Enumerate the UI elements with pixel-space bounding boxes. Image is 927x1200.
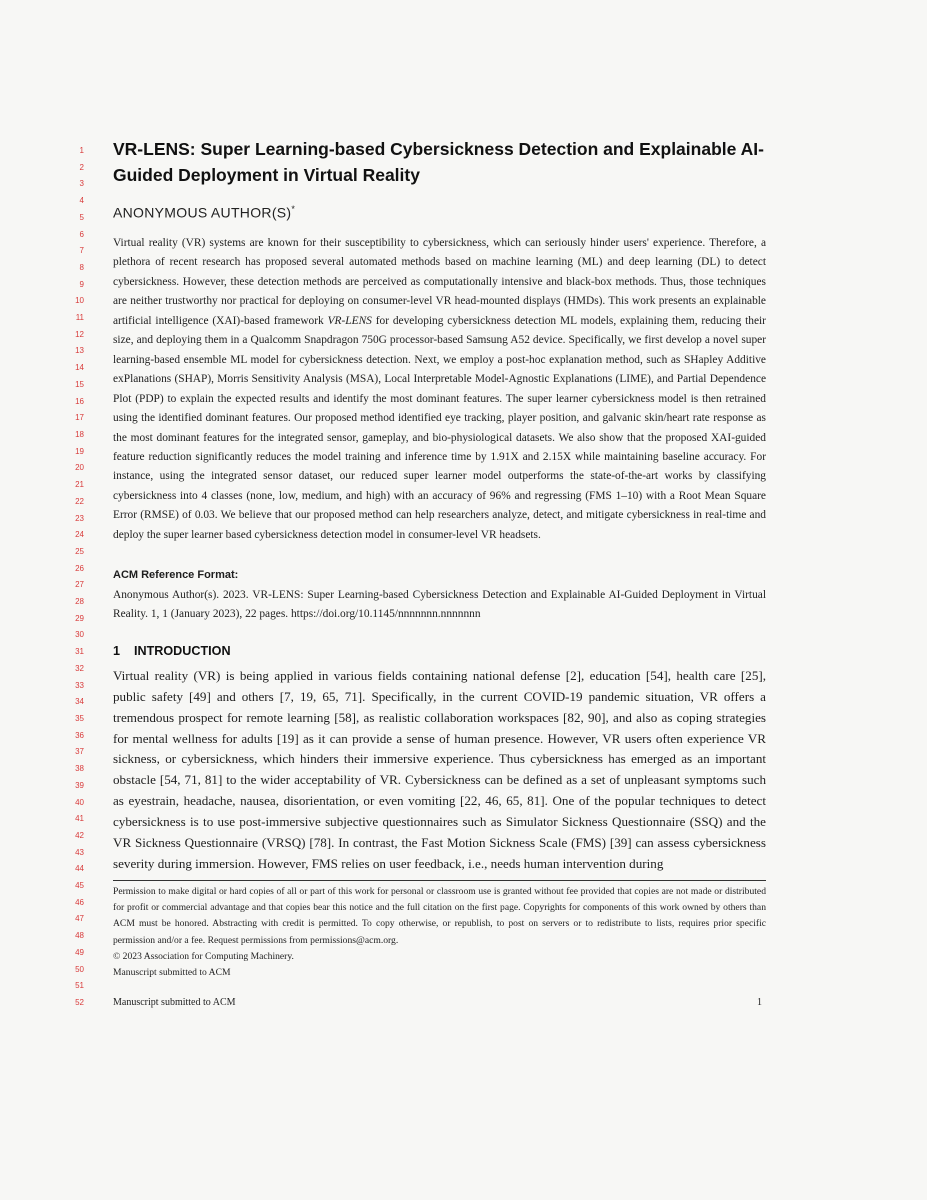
line-number: 50 (75, 964, 84, 974)
framework-name: VR-LENS (327, 314, 372, 327)
line-number: 10 (75, 296, 84, 306)
line-number: 41 (75, 814, 84, 824)
line-number: 16 (75, 396, 84, 406)
line-number: 9 (79, 279, 84, 289)
abstract (113, 234, 766, 545)
line-number: 26 (75, 563, 84, 573)
line-number: 28 (75, 597, 84, 607)
line-number: 1 (79, 146, 84, 155)
line-number: 40 (75, 797, 84, 807)
line-number: 45 (75, 881, 84, 891)
line-number: 46 (75, 897, 84, 907)
section-title: INTRODUCTION (134, 644, 231, 658)
line-number: 31 (75, 647, 84, 657)
line-number: 30 (75, 630, 84, 640)
line-number: 24 (75, 530, 84, 540)
line-number: 13 (75, 346, 84, 356)
line-number: 11 (75, 313, 84, 323)
page-number: 1 (757, 997, 762, 1008)
line-number: 37 (75, 747, 84, 757)
line-number: 52 (75, 998, 84, 1007)
author-line (113, 204, 295, 221)
line-number: 12 (75, 329, 84, 339)
line-number: 27 (75, 580, 84, 590)
line-number: 21 (75, 480, 84, 490)
section-heading (113, 644, 231, 658)
line-number: 19 (75, 446, 84, 456)
line-number: 17 (75, 413, 84, 423)
line-number: 43 (75, 847, 84, 857)
line-number: 20 (75, 463, 84, 473)
line-number: 44 (75, 864, 84, 874)
line-number: 25 (75, 546, 84, 556)
line-number: 5 (79, 212, 84, 222)
manuscript-note: Manuscript submitted to ACM (113, 967, 231, 979)
copyright-line: © 2023 Association for Computing Machinery. (113, 950, 294, 962)
author-footnote-mark: * (291, 204, 296, 214)
abstract-text-1: Virtual reality (VR) systems are known for their susceptibility to cybersickness, which can seriously hinder users' experience. Therefore, a plethora of recent research has proposed several automated methods based on machine learning (ML) and deep learning (DL) to detect cybersickness. However, these detection methods are perceived as computationally intensive and black-box methods. Thus, those techniques are neither trustworthy nor practical for deploying on consumer-level VR head-mounted displays (HMDs). This work presents an explainable artificial intelligence (XAI)-based framework (113, 237, 766, 327)
line-number: 51 (75, 981, 84, 991)
footnote-divider (113, 880, 766, 881)
line-number: 49 (75, 947, 84, 957)
line-number: 35 (75, 714, 84, 723)
line-number: 47 (75, 914, 84, 924)
acm-reference-text: Anonymous Author(s). 2023. VR-LENS: Super Learning-based Cybersickness Detection and Explainable AI-Guided Deployment in Virtual Reality. 1, 1 (January 2023), 22 pages. https://doi.org/10.1145/nnnnnnn.nnnnnnn (113, 589, 766, 621)
line-number: 3 (79, 179, 84, 189)
line-number: 48 (75, 931, 84, 941)
line-number: 36 (75, 730, 84, 740)
line-number: 42 (75, 830, 84, 840)
page-footer-text: Manuscript submitted to ACM (113, 997, 236, 1008)
line-number: 34 (75, 697, 84, 707)
line-number: 18 (75, 430, 84, 439)
line-number: 33 (75, 680, 84, 690)
line-number: 29 (75, 613, 84, 623)
line-number: 15 (75, 379, 84, 389)
line-number: 8 (79, 262, 84, 272)
author-name: ANONYMOUS AUTHOR(S) (113, 204, 292, 221)
line-number: 2 (79, 162, 84, 172)
line-number: 14 (75, 363, 84, 373)
line-number: 23 (75, 513, 84, 523)
section-number: 1 (113, 644, 121, 658)
line-number: 32 (75, 663, 84, 673)
paper-title: VR-LENS: Super Learning-based Cybersickness Detection and Explainable AI-Guided Deployment in Virtual Reality (113, 139, 764, 185)
line-number: 22 (75, 496, 84, 506)
introduction-body: Virtual reality (VR) is being applied in various fields containing national defense [2], education [54], health care [25], public safety [49] and others [7, 19, 65, 71]. Specifically, in the current COVID-19 pandemic situation, VR offers a tremendous prospect for remote learning [58], as realistic collaboration workspaces [82, 90], and also as coping strategies for mental wellness for adults [19] as it can provide a sense of human presence. However, VR users often experience VR sickness, or cybersickness, which hinders their immersive experience. Thus cybersickness has emerged as an important obstacle [54, 71, 81] to the wider acceptability of VR. Cybersickness can be defined as a set of unpleasant symptoms such as eyestrain, headache, nausea, disorientation, or even vomiting [22, 46, 65, 81]. One of the popular techniques to detect cybersickness is to use post-immersive subjective questionnaires such as Simulator Sickness Questionnaire (SSQ) and the VR Sickness Questionnaire (VRSQ) [78]. In contrast, the Fast Motion Sickness Scale (FMS) [39] can assess cybersickness severity during immersion. However, FMS relies on user feedback, i.e., needs human intervention during (113, 668, 766, 871)
acm-reference-label: ACM Reference Format: (113, 569, 239, 581)
line-number: 6 (79, 229, 84, 239)
permission-notice: Permission to make digital or hard copies of all or part of this work for personal or classroom use is granted without fee provided that copies are not made or distributed for profit or commercial advantage and that copies bear this notice and the full citation on the first page. Copyrights for components of this work owned by others than ACM must be honored. Abstracting with credit is permitted. To copy otherwise, or republish, to post on servers or to redistribute to lists, requires prior specific permission and/or a fee. Request permissions from permissions@acm.org. (113, 886, 766, 946)
copyright-footnote (113, 884, 766, 981)
abstract-text-2: for developing cybersickness detection ML models, explaining them, reducing their size, and deploying them in a Qualcomm Snapdragon 750G processor-based Samsung A52 device. Specifically, we first develop a novel super learning-based ensemble ML model for cybersickness detection. Next, we employ a post-hoc explanation method, such as SHapley Additive exPlanations (SHAP), Morris Sensitivity Analysis (MSA), Local Interpretable Model-Agnostic Explanations (LIME), and Partial Dependence Plot (PDP) to explain the expected results and identify the most dominant features. The super learner cybersickness model is then retrained using the identified dominant features. Our proposed method identified eye tracking, player position, and galvanic skin/heart rate response as the most dominant features for the integrated sensor, gameplay, and bio-physiological datasets. We also show that the proposed XAI-guided feature reduction significantly reduces the model training and inference time by 1.91X and 2.15X while maintaining baseline accuracy. For instance, using the integrated sensor dataset, our reduced super learner model outperforms the state-of-the-art works by classifying cybersickness into 4 classes (none, low, medium, and high) with an accuracy of 96% and regressing (FMS 1–10) with a Root Mean Square Error (RMSE) of 0.03. We believe that our proposed method can help researchers analyze, detect, and mitigate cybersickness in real-time and deploy the super learner based cybersickness detection model in consumer-level VR headsets. (113, 314, 766, 541)
line-number: 39 (75, 780, 84, 790)
line-number: 4 (79, 196, 84, 206)
line-number: 38 (75, 764, 84, 774)
line-number: 7 (79, 246, 84, 256)
